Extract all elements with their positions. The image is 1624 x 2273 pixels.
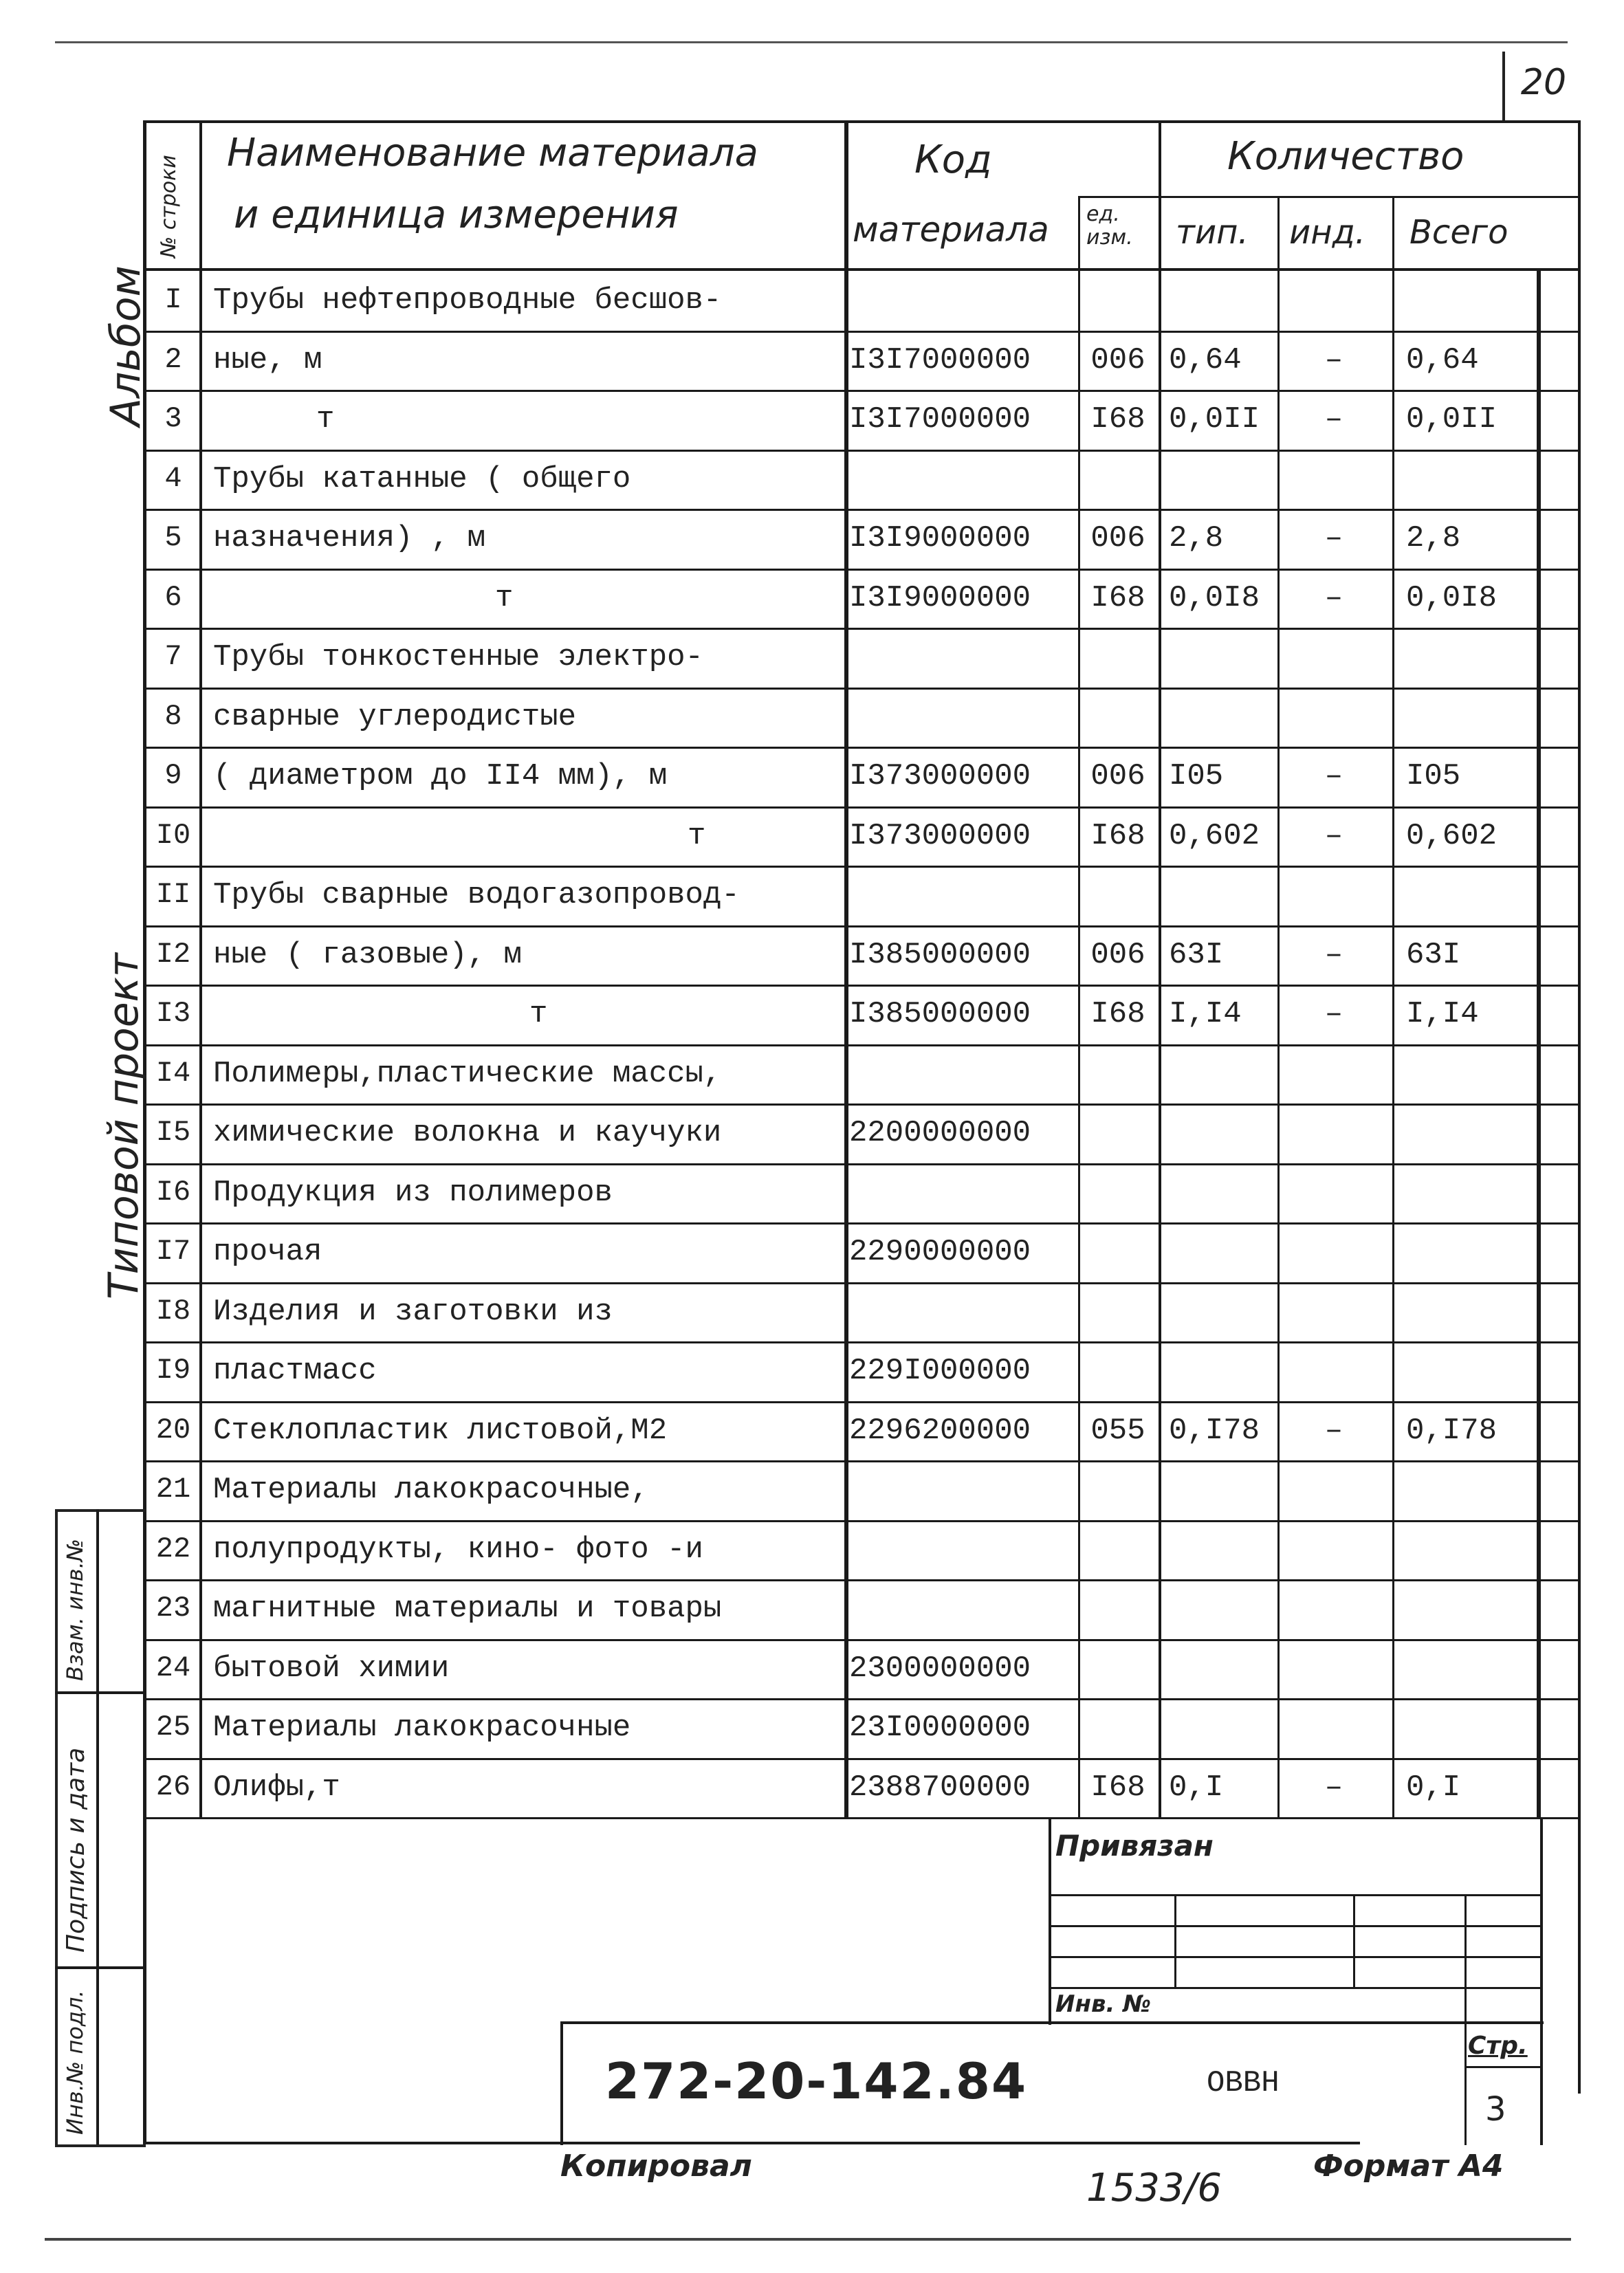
row-name: прочая — [213, 1235, 322, 1269]
row-number-header: № строки — [157, 155, 181, 258]
row-code: I3I7000000 — [849, 402, 1031, 437]
row-divider — [146, 569, 1578, 571]
row-qty-ind: – — [1324, 521, 1343, 556]
row-divider — [146, 628, 1578, 630]
row-unit: I68 — [1090, 402, 1145, 437]
row-number: I3 — [155, 997, 191, 1030]
row-qty-tip: 0,I78 — [1169, 1414, 1260, 1448]
row-number: 8 — [164, 700, 182, 733]
sheet-label: Стр. — [1468, 2032, 1528, 2060]
row-name: Продукция из полимеров — [213, 1176, 613, 1210]
row-name: Полимеры,пластические массы, — [213, 1057, 722, 1091]
row-unit: 006 — [1090, 343, 1145, 377]
row-code: 2300000000 — [849, 1651, 1031, 1686]
order-number: 1533/6 — [1086, 2166, 1222, 2210]
row-divider — [146, 1579, 1578, 1581]
row-name: т — [529, 997, 548, 1031]
qty-group-header: Количество — [1227, 134, 1464, 179]
row-divider — [146, 1282, 1578, 1284]
row-number: I4 — [155, 1057, 191, 1090]
row-qty-ind: – — [1324, 938, 1343, 972]
right-border — [1578, 120, 1581, 2094]
row-code: I385000000 — [849, 997, 1031, 1031]
row-divider — [146, 688, 1578, 690]
album-label: Альбом — [102, 265, 150, 426]
row-qty-ind: – — [1324, 997, 1343, 1031]
row-code: I3I7000000 — [849, 343, 1031, 377]
row-qty-total: 0,I — [1406, 1770, 1461, 1805]
row-name: Стеклопластик листовой,М2 — [213, 1414, 668, 1448]
row-number: I0 — [155, 819, 191, 852]
row-divider — [146, 1401, 1578, 1403]
row-qty-total: I,I4 — [1406, 997, 1479, 1031]
row-qty-ind: – — [1324, 759, 1343, 793]
row-unit: 006 — [1090, 938, 1145, 972]
code-material-header: материала — [853, 210, 1049, 250]
row-qty-total: 0,I78 — [1406, 1414, 1497, 1448]
row-number: II — [155, 878, 191, 911]
row-name: сварные углеродистые — [213, 700, 577, 734]
row-name: т — [495, 581, 514, 615]
row-name: бытовой химии — [213, 1651, 450, 1686]
row-divider — [146, 985, 1578, 987]
row-unit: 055 — [1090, 1414, 1145, 1448]
row-divider — [146, 1163, 1578, 1165]
row-divider — [146, 509, 1578, 511]
row-name: пластмасс — [213, 1354, 377, 1388]
inv-orig-label: Инв.№ подл. — [62, 1990, 88, 2135]
qty-total-header: Всего — [1409, 213, 1508, 252]
replace-inv-label: Взам. инв.№ — [62, 1538, 88, 1681]
row-divider — [146, 925, 1578, 927]
row-qty-ind: – — [1324, 819, 1343, 853]
row-qty-tip: 63I — [1169, 938, 1224, 972]
row-number: 9 — [164, 759, 182, 792]
row-divider — [146, 390, 1578, 392]
row-number: I8 — [155, 1295, 191, 1328]
row-code: I3I9000000 — [849, 581, 1031, 615]
row-qty-tip: 0,602 — [1169, 819, 1260, 853]
row-qty-tip: 0,0I8 — [1169, 581, 1260, 615]
row-code: 2388700000 — [849, 1770, 1031, 1805]
row-qty-tip: 0,0II — [1169, 402, 1260, 437]
row-code: I3I9000000 — [849, 521, 1031, 556]
row-code: 23I0000000 — [849, 1711, 1031, 1745]
signature-date-label: Подпись и дата — [62, 1747, 90, 1953]
row-number: 3 — [164, 402, 182, 435]
row-qty-ind: – — [1324, 581, 1343, 615]
row-code: I385000000 — [849, 938, 1031, 972]
page-number: 20 — [1520, 62, 1567, 103]
document-code: 272-20-142.84 — [605, 2052, 1028, 2110]
row-name: ные ( газовые), м — [213, 938, 522, 972]
row-divider — [146, 1222, 1578, 1225]
bottom-scan-line — [45, 2238, 1571, 2241]
row-divider — [146, 450, 1578, 452]
row-code: 2200000000 — [849, 1116, 1031, 1150]
row-name: т — [688, 819, 706, 853]
copied-label: Копировал — [560, 2149, 752, 2184]
row-name: Трубы тонкостенные электро- — [213, 640, 703, 674]
row-code: I373000000 — [849, 819, 1031, 853]
row-unit: 006 — [1090, 759, 1145, 793]
row-qty-total: 0,0II — [1406, 402, 1497, 437]
row-qty-tip: 2,8 — [1169, 521, 1224, 556]
row-number: 21 — [155, 1473, 191, 1506]
qty-tip-header: тип. — [1176, 213, 1249, 252]
name-header-line2: и единица измерения — [234, 193, 679, 237]
row-number: 6 — [164, 581, 182, 614]
sheet-number: 3 — [1485, 2090, 1506, 2129]
row-qty-total: 2,8 — [1406, 521, 1461, 556]
row-name: Трубы сварные водогазопровод- — [213, 878, 740, 912]
row-number: 24 — [155, 1651, 191, 1684]
row-qty-total: 0,602 — [1406, 819, 1497, 853]
row-number: 2 — [164, 343, 182, 376]
document-type: ОВВН — [1207, 2066, 1280, 2100]
row-qty-total: 63I — [1406, 938, 1461, 972]
row-name: Олифы,т — [213, 1770, 340, 1805]
row-name: Трубы нефтепроводные бесшов- — [213, 283, 722, 318]
row-name: Трубы катанные ( общего — [213, 462, 631, 496]
row-divider — [146, 1758, 1578, 1760]
row-number: I2 — [155, 938, 191, 971]
typical-project-label: Типовой проект — [100, 953, 148, 1299]
row-qty-tip: I,I4 — [1169, 997, 1242, 1031]
row-name: ные, м — [213, 343, 322, 377]
name-header-line1: Наименование материала — [227, 131, 758, 175]
row-name: химические волокна и каучуки — [213, 1116, 722, 1150]
row-name: Материалы лакокрасочные — [213, 1711, 631, 1745]
code-group-header: Код — [914, 138, 992, 182]
row-qty-tip: 0,64 — [1169, 343, 1242, 377]
row-code: 229I000000 — [849, 1354, 1031, 1388]
row-divider — [146, 747, 1578, 749]
row-name: Изделия и заготовки из — [213, 1295, 613, 1329]
row-divider — [146, 1103, 1578, 1106]
row-qty-tip: I05 — [1169, 759, 1224, 793]
row-unit: I68 — [1090, 997, 1145, 1031]
row-code: 2290000000 — [849, 1235, 1031, 1269]
row-unit: I68 — [1090, 1770, 1145, 1805]
row-qty-ind: – — [1324, 1770, 1343, 1805]
row-divider — [146, 1341, 1578, 1343]
row-number: I5 — [155, 1116, 191, 1149]
row-qty-total: I05 — [1406, 759, 1461, 793]
row-number: 25 — [155, 1711, 191, 1744]
row-number: I7 — [155, 1235, 191, 1268]
row-number: 5 — [164, 521, 182, 554]
row-divider — [146, 866, 1578, 868]
row-divider — [146, 1639, 1578, 1641]
row-name: Материалы лакокрасочные, — [213, 1473, 649, 1507]
row-name: назначения) , м — [213, 521, 486, 556]
row-number: 20 — [155, 1414, 191, 1447]
row-number: 4 — [164, 462, 182, 495]
row-qty-tip: 0,I — [1169, 1770, 1224, 1805]
row-unit: I68 — [1090, 581, 1145, 615]
row-number: 22 — [155, 1533, 191, 1566]
row-divider — [146, 1460, 1578, 1462]
row-divider — [146, 1817, 1578, 1819]
row-qty-ind: – — [1324, 1414, 1343, 1448]
row-number: I9 — [155, 1354, 191, 1387]
qty-ind-header: инд. — [1289, 213, 1366, 252]
code-unit-header: ед. изм. — [1086, 202, 1133, 250]
bottom-frame — [143, 2142, 1360, 2144]
row-code: 2296200000 — [849, 1414, 1031, 1448]
row-number: 7 — [164, 640, 182, 673]
row-qty-ind: – — [1324, 343, 1343, 377]
linked-label: Привязан — [1055, 1829, 1214, 1863]
row-unit: 006 — [1090, 521, 1145, 556]
row-divider — [146, 331, 1578, 333]
row-number: 26 — [155, 1770, 191, 1803]
top-scan-line — [55, 41, 1568, 43]
row-divider — [146, 1698, 1578, 1700]
row-qty-total: 0,64 — [1406, 343, 1479, 377]
row-number: I6 — [155, 1176, 191, 1209]
row-divider — [146, 1520, 1578, 1522]
row-divider — [146, 806, 1578, 809]
row-qty-ind: – — [1324, 402, 1343, 437]
format-label: Формат А4 — [1313, 2149, 1504, 2184]
row-divider — [146, 1044, 1578, 1046]
row-name: ( диаметром до II4 мм), м — [213, 759, 668, 793]
row-number: I — [164, 283, 182, 316]
row-name: полупродукты, кино- фото -и — [213, 1533, 703, 1567]
row-qty-total: 0,0I8 — [1406, 581, 1497, 615]
row-unit: I68 — [1090, 819, 1145, 853]
row-name: магнитные материалы и товары — [213, 1592, 722, 1626]
row-name: т — [316, 402, 335, 437]
inv-no-label: Инв. № — [1055, 1990, 1152, 2018]
row-number: 23 — [155, 1592, 191, 1625]
row-code: I373000000 — [849, 759, 1031, 793]
